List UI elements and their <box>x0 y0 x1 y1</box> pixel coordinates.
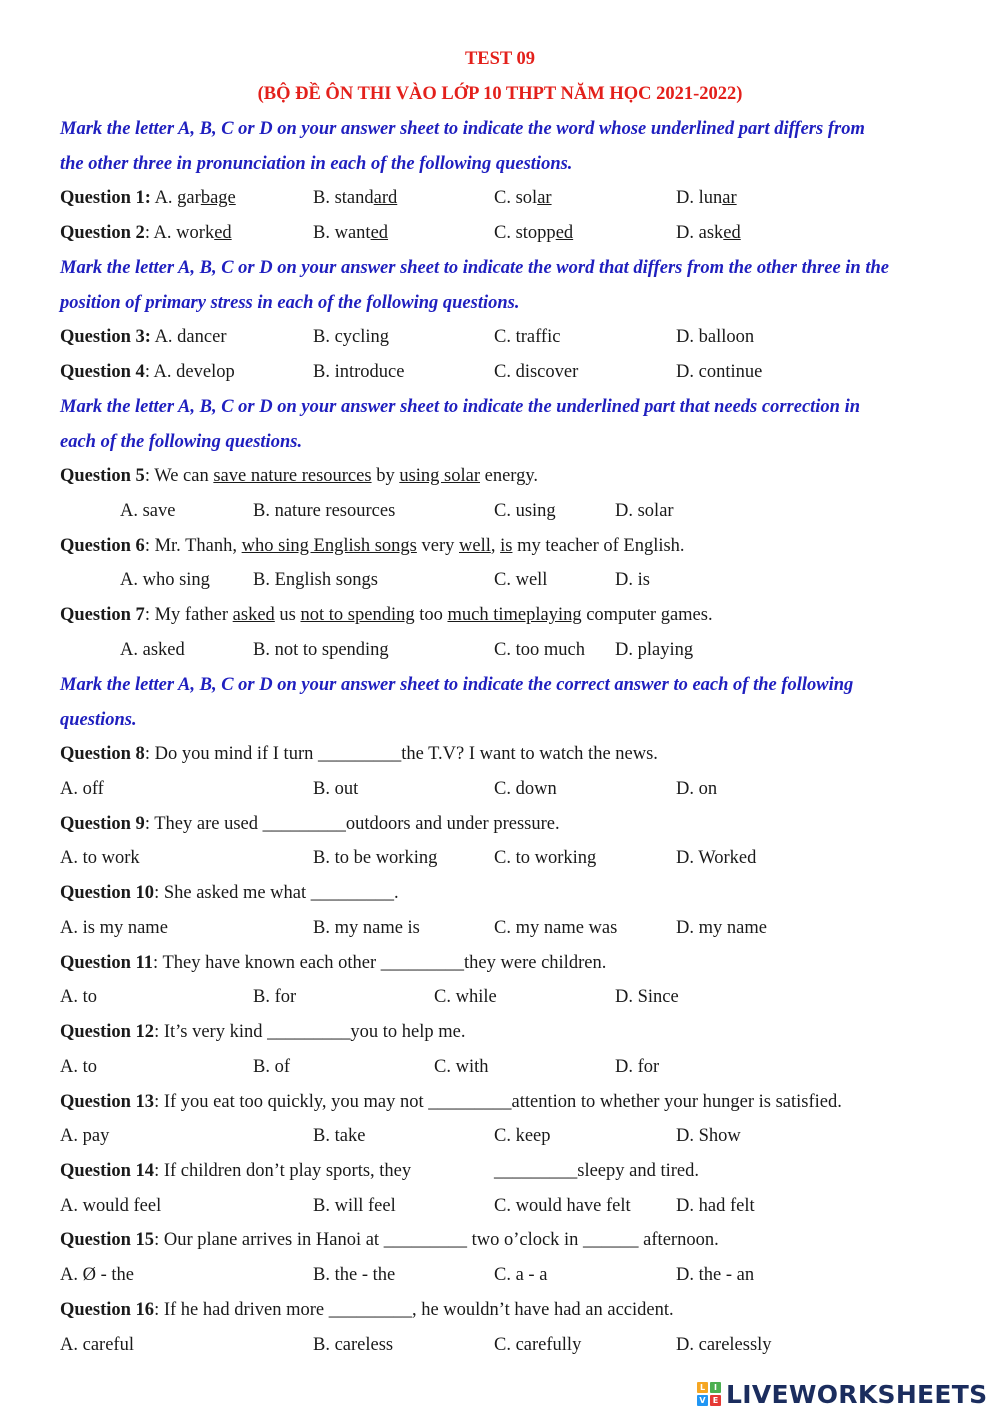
q14-option-c: C. would have felt <box>494 1196 631 1216</box>
q10-option-d: D. my name <box>676 918 767 938</box>
question-label: Question 2 <box>60 223 145 243</box>
question-label: Question 10 <box>60 883 155 903</box>
q5-option-c: C. using <box>494 501 556 521</box>
q11-option-b: B. for <box>253 987 297 1007</box>
test-subtitle: (BỘ ĐỀ ÔN THI VÀO LỚP 10 THPT NĂM HỌC 2021-2022) <box>257 84 743 104</box>
option-a-underlined: bage <box>200 188 236 208</box>
q3-option-d: D. balloon <box>676 327 755 347</box>
q13-option-d: D. Show <box>676 1126 741 1146</box>
q6-option-b: B. English songs <box>253 570 378 590</box>
question-label: Question 4 <box>60 362 145 382</box>
liveworksheets-logo-icon: L I V E <box>697 1382 721 1406</box>
question-label: Question 13 <box>60 1092 155 1112</box>
instruction-stress-line2: position of primary stress in each of the following questions. <box>60 293 520 313</box>
instruction-pronunciation-line2: the other three in pronunciation in each of the following questions. <box>60 154 573 174</box>
q7-option-a: A. asked <box>120 640 185 660</box>
question-text: : If you eat too quickly, you may not _________attention to whether your hunger is satisfied. <box>154 1092 842 1112</box>
question-label: Question 8 <box>60 744 145 764</box>
question-13 <box>60 1091 842 1113</box>
question-label: Question 16 <box>60 1300 155 1320</box>
question-7: Question 7: My father asked us not to spending too much timeplaying computer games. <box>60 605 713 625</box>
q2-option-c: C. stopped <box>494 223 574 243</box>
q11-option-c: C. while <box>434 987 497 1007</box>
question-14 <box>60 1160 411 1182</box>
question-8 <box>60 743 658 765</box>
question-16 <box>60 1299 674 1321</box>
q6-option-a: A. who sing <box>120 570 210 590</box>
question-text: : They have known each other _________they were children. <box>153 953 607 973</box>
question-11 <box>60 952 606 974</box>
q5-option-b: B. nature resources <box>253 501 396 521</box>
q1-option-c: C. solar <box>494 188 552 208</box>
q14-option-a: A. would feel <box>60 1196 162 1216</box>
q15-option-b: B. the - the <box>313 1265 396 1285</box>
q13-option-b: B. take <box>313 1126 366 1146</box>
q9-option-c: C. to working <box>494 848 597 868</box>
option-a-underlined: ed <box>214 223 232 243</box>
question-text: : If he had driven more _________, he wouldn’t have had an accident. <box>154 1300 674 1320</box>
q16-option-d: D. carelessly <box>676 1335 772 1355</box>
question-label: Question 15 <box>60 1230 155 1250</box>
q5-option-d: D. solar <box>615 501 674 521</box>
option-a: : A. develop <box>144 362 235 382</box>
q15-option-a: A. Ø - the <box>60 1265 134 1285</box>
instruction-answer-line2: questions. <box>60 710 137 730</box>
option-a: A. dancer <box>150 327 227 347</box>
q13-option-a: A. pay <box>60 1126 110 1146</box>
question-label: Question 3: <box>60 327 151 347</box>
question-5: Question 5: We can save nature resources by using solar energy. <box>60 466 539 486</box>
q15-option-c: C. a - a <box>494 1265 548 1285</box>
question-1 <box>60 187 236 209</box>
question-10 <box>60 882 399 904</box>
q2-option-b: B. wanted <box>313 223 389 243</box>
question-12 <box>60 1021 465 1043</box>
question-label: Question 14 <box>60 1161 155 1181</box>
question-2 <box>60 222 232 244</box>
q12-option-b: B. of <box>253 1057 290 1077</box>
q13-option-c: C. keep <box>494 1126 551 1146</box>
q16-option-b: B. careless <box>313 1335 394 1355</box>
question-label: Question 5 <box>60 466 145 486</box>
q3-option-c: C. traffic <box>494 327 561 347</box>
q8-option-a: A. off <box>60 779 104 799</box>
test-title: TEST 09 <box>464 49 536 69</box>
q8-option-d: D. on <box>676 779 718 799</box>
q9-option-a: A. to work <box>60 848 140 868</box>
q12-option-c: C. with <box>434 1057 489 1077</box>
question-text: : If children don’t play sports, they <box>154 1161 412 1181</box>
q15-option-d: D. the - an <box>676 1265 755 1285</box>
q7-option-b: B. not to spending <box>253 640 389 660</box>
question-text: : They are used _________outdoors and under pressure. <box>144 814 560 834</box>
q9-option-b: B. to be working <box>313 848 438 868</box>
option-a-text: A. gar <box>150 188 201 208</box>
question-text: : She asked me what _________. <box>154 883 399 903</box>
q7-option-c: C. too much <box>494 640 585 660</box>
q12-option-d: D. for <box>615 1057 660 1077</box>
q3-option-b: B. cycling <box>313 327 390 347</box>
question-15 <box>60 1229 719 1251</box>
liveworksheets-logo[interactable] <box>697 1379 987 1409</box>
question-label: Question 9 <box>60 814 145 834</box>
question-text: : Our plane arrives in Hanoi at _________ two o’clock in ______ afternoon. <box>154 1230 719 1250</box>
instruction-stress-line1: Mark the letter A, B, C or D on your answer sheet to indicate the word that differs from the other three in the <box>60 258 889 278</box>
q14-option-b: B. will feel <box>313 1196 396 1216</box>
question-text: : Do you mind if I turn _________the T.V? I want to watch the news. <box>144 744 658 764</box>
question-label: Question 7 <box>60 605 145 625</box>
q1-option-d: D. lunar <box>676 188 737 208</box>
liveworksheets-brand: LIVEWORKSHEETS <box>726 1379 988 1409</box>
q1-option-b: B. standard <box>313 188 398 208</box>
option-a-text: : A. work <box>144 223 215 243</box>
q6-option-c: C. well <box>494 570 548 590</box>
q11-option-a: A. to <box>60 987 97 1007</box>
q4-option-d: D. continue <box>676 362 763 382</box>
q14-text-continued: _________sleepy and tired. <box>494 1161 699 1181</box>
q7-option-d: D. playing <box>615 640 694 660</box>
q9-option-d: D. Worked <box>676 848 757 868</box>
question-3 <box>60 326 226 348</box>
q8-option-b: B. out <box>313 779 359 799</box>
instruction-answer-line1: Mark the letter A, B, C or D on your answer sheet to indicate the correct answer to each of the following <box>60 675 854 695</box>
q10-option-a: A. is my name <box>60 918 168 938</box>
instruction-pronunciation-line1: Mark the letter A, B, C or D on your answer sheet to indicate the word whose underlined part differs from <box>60 119 865 139</box>
question-6: Question 6: Mr. Thanh, who sing English songs very well, is my teacher of English. <box>60 536 685 556</box>
instruction-correction-line1: Mark the letter A, B, C or D on your answer sheet to indicate the underlined part that needs correction in <box>60 397 861 417</box>
q16-option-c: C. carefully <box>494 1335 582 1355</box>
question-4 <box>60 361 235 383</box>
q10-option-c: C. my name was <box>494 918 618 938</box>
q14-option-d: D. had felt <box>676 1196 755 1216</box>
question-label: Question 12 <box>60 1022 155 1042</box>
q5-option-a: A. save <box>120 501 176 521</box>
q2-option-d: D. asked <box>676 223 741 243</box>
q4-option-c: C. discover <box>494 362 579 382</box>
q16-option-a: A. careful <box>60 1335 134 1355</box>
question-label: Question 1: <box>60 188 151 208</box>
q10-option-b: B. my name is <box>313 918 420 938</box>
instruction-correction-line2: each of the following questions. <box>60 432 303 452</box>
question-9 <box>60 813 560 835</box>
question-label: Question 6 <box>60 536 145 556</box>
q8-option-c: C. down <box>494 779 557 799</box>
q4-option-b: B. introduce <box>313 362 405 382</box>
question-text: : It’s very kind _________you to help me. <box>154 1022 466 1042</box>
q11-option-d: D. Since <box>615 987 679 1007</box>
q12-option-a: A. to <box>60 1057 97 1077</box>
q6-option-d: D. is <box>615 570 650 590</box>
question-label: Question 11 <box>60 953 154 973</box>
